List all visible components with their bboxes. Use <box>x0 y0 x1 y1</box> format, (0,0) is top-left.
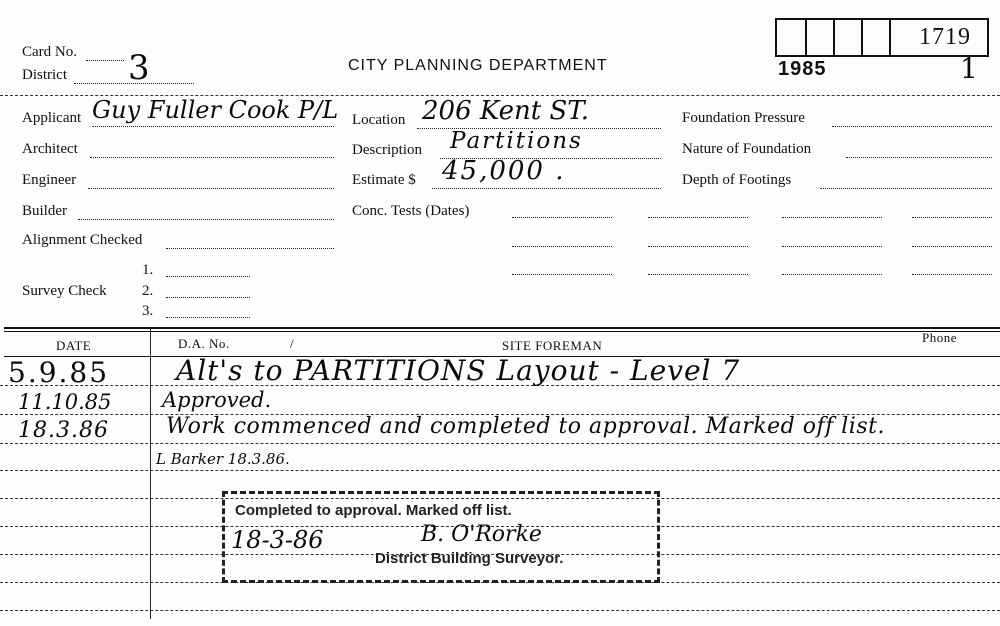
survey-dots-1 <box>166 276 250 277</box>
stamp-line-2: District Building Surveyor. <box>375 550 564 567</box>
da-header: D.A. No. <box>178 336 230 351</box>
district-value: 3 <box>128 48 150 88</box>
engineer-dots <box>88 188 334 189</box>
stamp-date: 18-3-86 <box>231 526 324 554</box>
conc-tests-dots <box>912 217 992 218</box>
conc-tests-dots <box>648 217 748 218</box>
location-label: Location <box>352 112 406 128</box>
description-value: Partitions <box>450 128 583 154</box>
date-header: DATE <box>56 338 92 353</box>
conc-tests-dots <box>912 246 992 247</box>
depth-of-footings-dots <box>820 188 992 189</box>
number-box-divider <box>889 20 891 55</box>
nature-of-foundation-dots <box>846 157 992 158</box>
builder-dots <box>78 219 334 220</box>
card-no-label: Card No. <box>22 44 77 60</box>
conc-tests-dots <box>512 274 612 275</box>
card-sub-number: 1 <box>960 52 978 85</box>
foundation-pressure-label: Foundation Pressure <box>682 110 805 126</box>
phone-header: Phone <box>922 330 957 345</box>
log-row-line <box>0 610 1000 611</box>
estimate-value: 45,000 . <box>442 156 566 186</box>
conc-tests-dots <box>782 274 882 275</box>
foundation-pressure-dots <box>832 126 992 127</box>
survey-item-1: 1. <box>142 262 154 278</box>
conc-tests-dots <box>782 217 882 218</box>
conc-tests-dots <box>782 246 882 247</box>
survey-item-2: 2. <box>142 283 154 299</box>
card-no-dots <box>86 60 124 61</box>
approval-stamp <box>222 491 660 583</box>
entry-date: 11.10.85 <box>18 390 112 414</box>
entry-text: Work commenced and completed to approval. Marked off list. <box>166 414 885 439</box>
log-top-rule-inner <box>4 331 1000 332</box>
architect-dots <box>90 157 334 158</box>
number-box-divider <box>861 20 863 55</box>
number-box-divider <box>805 20 807 55</box>
estimate-dots <box>432 188 661 189</box>
entry-initials: L Barker 18.3.86. <box>156 450 290 468</box>
date-column-divider <box>150 329 151 619</box>
department-title: CITY PLANNING DEPARTMENT <box>348 57 608 74</box>
applicant-value: Guy Fuller Cook P/L <box>92 96 339 124</box>
log-row-line <box>0 443 1000 444</box>
stamp-line-1: Completed to approval. Marked off list. <box>235 502 512 519</box>
conc-tests-dots <box>512 217 612 218</box>
da-slash: / <box>290 336 295 351</box>
card-number: 1719 <box>919 24 971 50</box>
survey-item-3: 3. <box>142 303 154 319</box>
alignment-checked-dots <box>166 248 334 249</box>
site-foreman-header: SITE FOREMAN <box>502 338 603 353</box>
conc-tests-dots <box>648 274 748 275</box>
survey-dots-2 <box>166 297 250 298</box>
number-box-divider <box>833 20 835 55</box>
entry-text: Approved. <box>162 388 272 412</box>
depth-of-footings-label: Depth of Footings <box>682 172 792 188</box>
district-label: District <box>22 67 67 83</box>
location-value: 206 Kent ST. <box>422 96 590 126</box>
conc-tests-dots <box>512 246 612 247</box>
engineer-label: Engineer <box>22 172 77 188</box>
survey-dots-3 <box>166 317 250 318</box>
log-top-rule <box>4 327 1000 329</box>
log-row-line <box>0 470 1000 471</box>
entry-text: Alt's to PARTITIONS Layout - Level 7 <box>176 354 741 387</box>
estimate-label: Estimate $ <box>352 172 416 188</box>
stamp-signature: B. O'Rorke <box>421 522 542 547</box>
applicant-dots <box>92 126 334 127</box>
conc-tests-dots <box>912 274 992 275</box>
entry-date: 5.9.85 <box>8 356 110 389</box>
conc-tests-dots <box>648 246 748 247</box>
entry-date: 18.3.86 <box>18 418 109 443</box>
description-label: Description <box>352 142 422 158</box>
alignment-checked-label: Alignment Checked <box>22 232 143 248</box>
builder-label: Builder <box>22 203 67 219</box>
nature-of-foundation-label: Nature of Foundation <box>682 141 812 157</box>
architect-label: Architect <box>22 141 78 157</box>
survey-check-label: Survey Check <box>22 283 107 299</box>
conc-tests-label: Conc. Tests (Dates) <box>352 203 470 219</box>
card-year: 1985 <box>778 58 827 80</box>
number-box <box>775 18 989 57</box>
applicant-label: Applicant <box>22 110 82 126</box>
